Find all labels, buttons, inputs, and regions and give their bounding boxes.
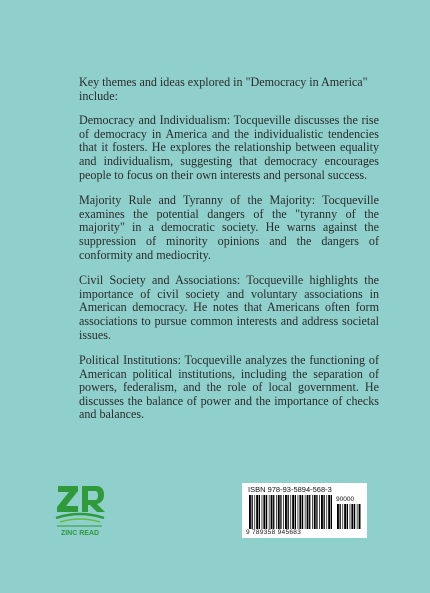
barcode-bar [283, 495, 284, 529]
barcode-bar [359, 504, 361, 529]
theme-paragraph-democracy-individualism: Democracy and Individualism: Tocqueville discusses the rise of democracy in America and the individualistic tendencies that it fosters. He explores the relationship between equality and individualism, suggesting that democracy encourages people to focus on their own interests and personal success. [79, 113, 379, 182]
barcode-bar [337, 504, 339, 529]
theme-paragraph-civil-society: Civil Society and Associations: Tocqueville highlights the importance of civil society and voluntary associations in American democracy. He notes that Americans often form associations to pursue common interests and address societal issues. [79, 273, 379, 342]
barcode-bar [357, 504, 358, 529]
barcode-bar [316, 495, 317, 529]
barcode-bar [347, 504, 348, 529]
barcode-bar [252, 495, 253, 529]
barcode-bar [321, 495, 323, 529]
barcode-bar [328, 495, 330, 529]
barcode-bar [288, 495, 289, 529]
barcode-bar [342, 504, 343, 529]
barcode-bar [354, 504, 355, 529]
barcode-bar [278, 495, 280, 529]
barcode-bar [324, 495, 325, 529]
barcode-bar [276, 495, 277, 529]
barcode-bar [263, 495, 265, 529]
barcode-bar [331, 495, 332, 529]
barcode-number: 9 789358 945683 [246, 529, 302, 536]
barcode-bar [312, 495, 313, 529]
barcode-bar [299, 495, 301, 529]
theme-paragraph-political-institutions: Political Institutions: Tocqueville analyzes the functioning of American political institutions, including the separation of powers, federalism, and the role of local government. He discusses the balance of power and the importance of checks and balances. [79, 353, 379, 422]
barcode-bar [271, 495, 273, 529]
price-code: 90000 [336, 496, 355, 503]
barcode-bar [295, 495, 296, 529]
barcode-bar [254, 495, 255, 529]
barcode-bar [269, 495, 270, 529]
barcode-bars [248, 495, 334, 529]
barcode-bar [351, 504, 353, 529]
barcode-bar [290, 495, 291, 529]
isbn-label: ISBN 978-93-5894-568-3 [248, 485, 332, 494]
barcode-bar [309, 495, 310, 529]
barcode-bar [340, 504, 341, 529]
barcode-bar [319, 495, 320, 529]
blurb-text [79, 76, 379, 434]
intro-paragraph: Key themes and ideas explored in "Democracy in America" include: [79, 75, 368, 103]
barcode-bar [314, 495, 316, 529]
barcode-bar [273, 495, 274, 529]
addon-barcode-bars [336, 504, 362, 529]
isbn-barcode [242, 483, 367, 538]
zinc-read-logo-icon [52, 480, 108, 542]
barcode-bar [280, 495, 281, 529]
barcode-bar [344, 504, 346, 529]
barcode-bar [350, 504, 351, 529]
barcode-bar [326, 495, 327, 529]
barcode-bar [305, 495, 306, 529]
barcode-bar [259, 495, 260, 529]
theme-paragraph-majority-rule: Majority Rule and Tyranny of the Majority: Tocqueville examines the potential dangers of the "tyranny of the majority" in a democratic society. He warns against the suppression of minority opinions and the dangers of conformity and mediocrity. [79, 193, 379, 262]
barcode-bar [256, 495, 258, 529]
barcode-bar [266, 495, 267, 529]
barcode-bar [302, 495, 303, 529]
barcode-bar [298, 495, 299, 529]
barcode-bar [292, 495, 294, 529]
barcode-bar [285, 495, 287, 529]
barcode-bar [307, 495, 309, 529]
barcode-bar [249, 495, 251, 529]
svg-text:ZINC READ: ZINC READ [60, 530, 100, 537]
barcode-bar [262, 495, 263, 529]
